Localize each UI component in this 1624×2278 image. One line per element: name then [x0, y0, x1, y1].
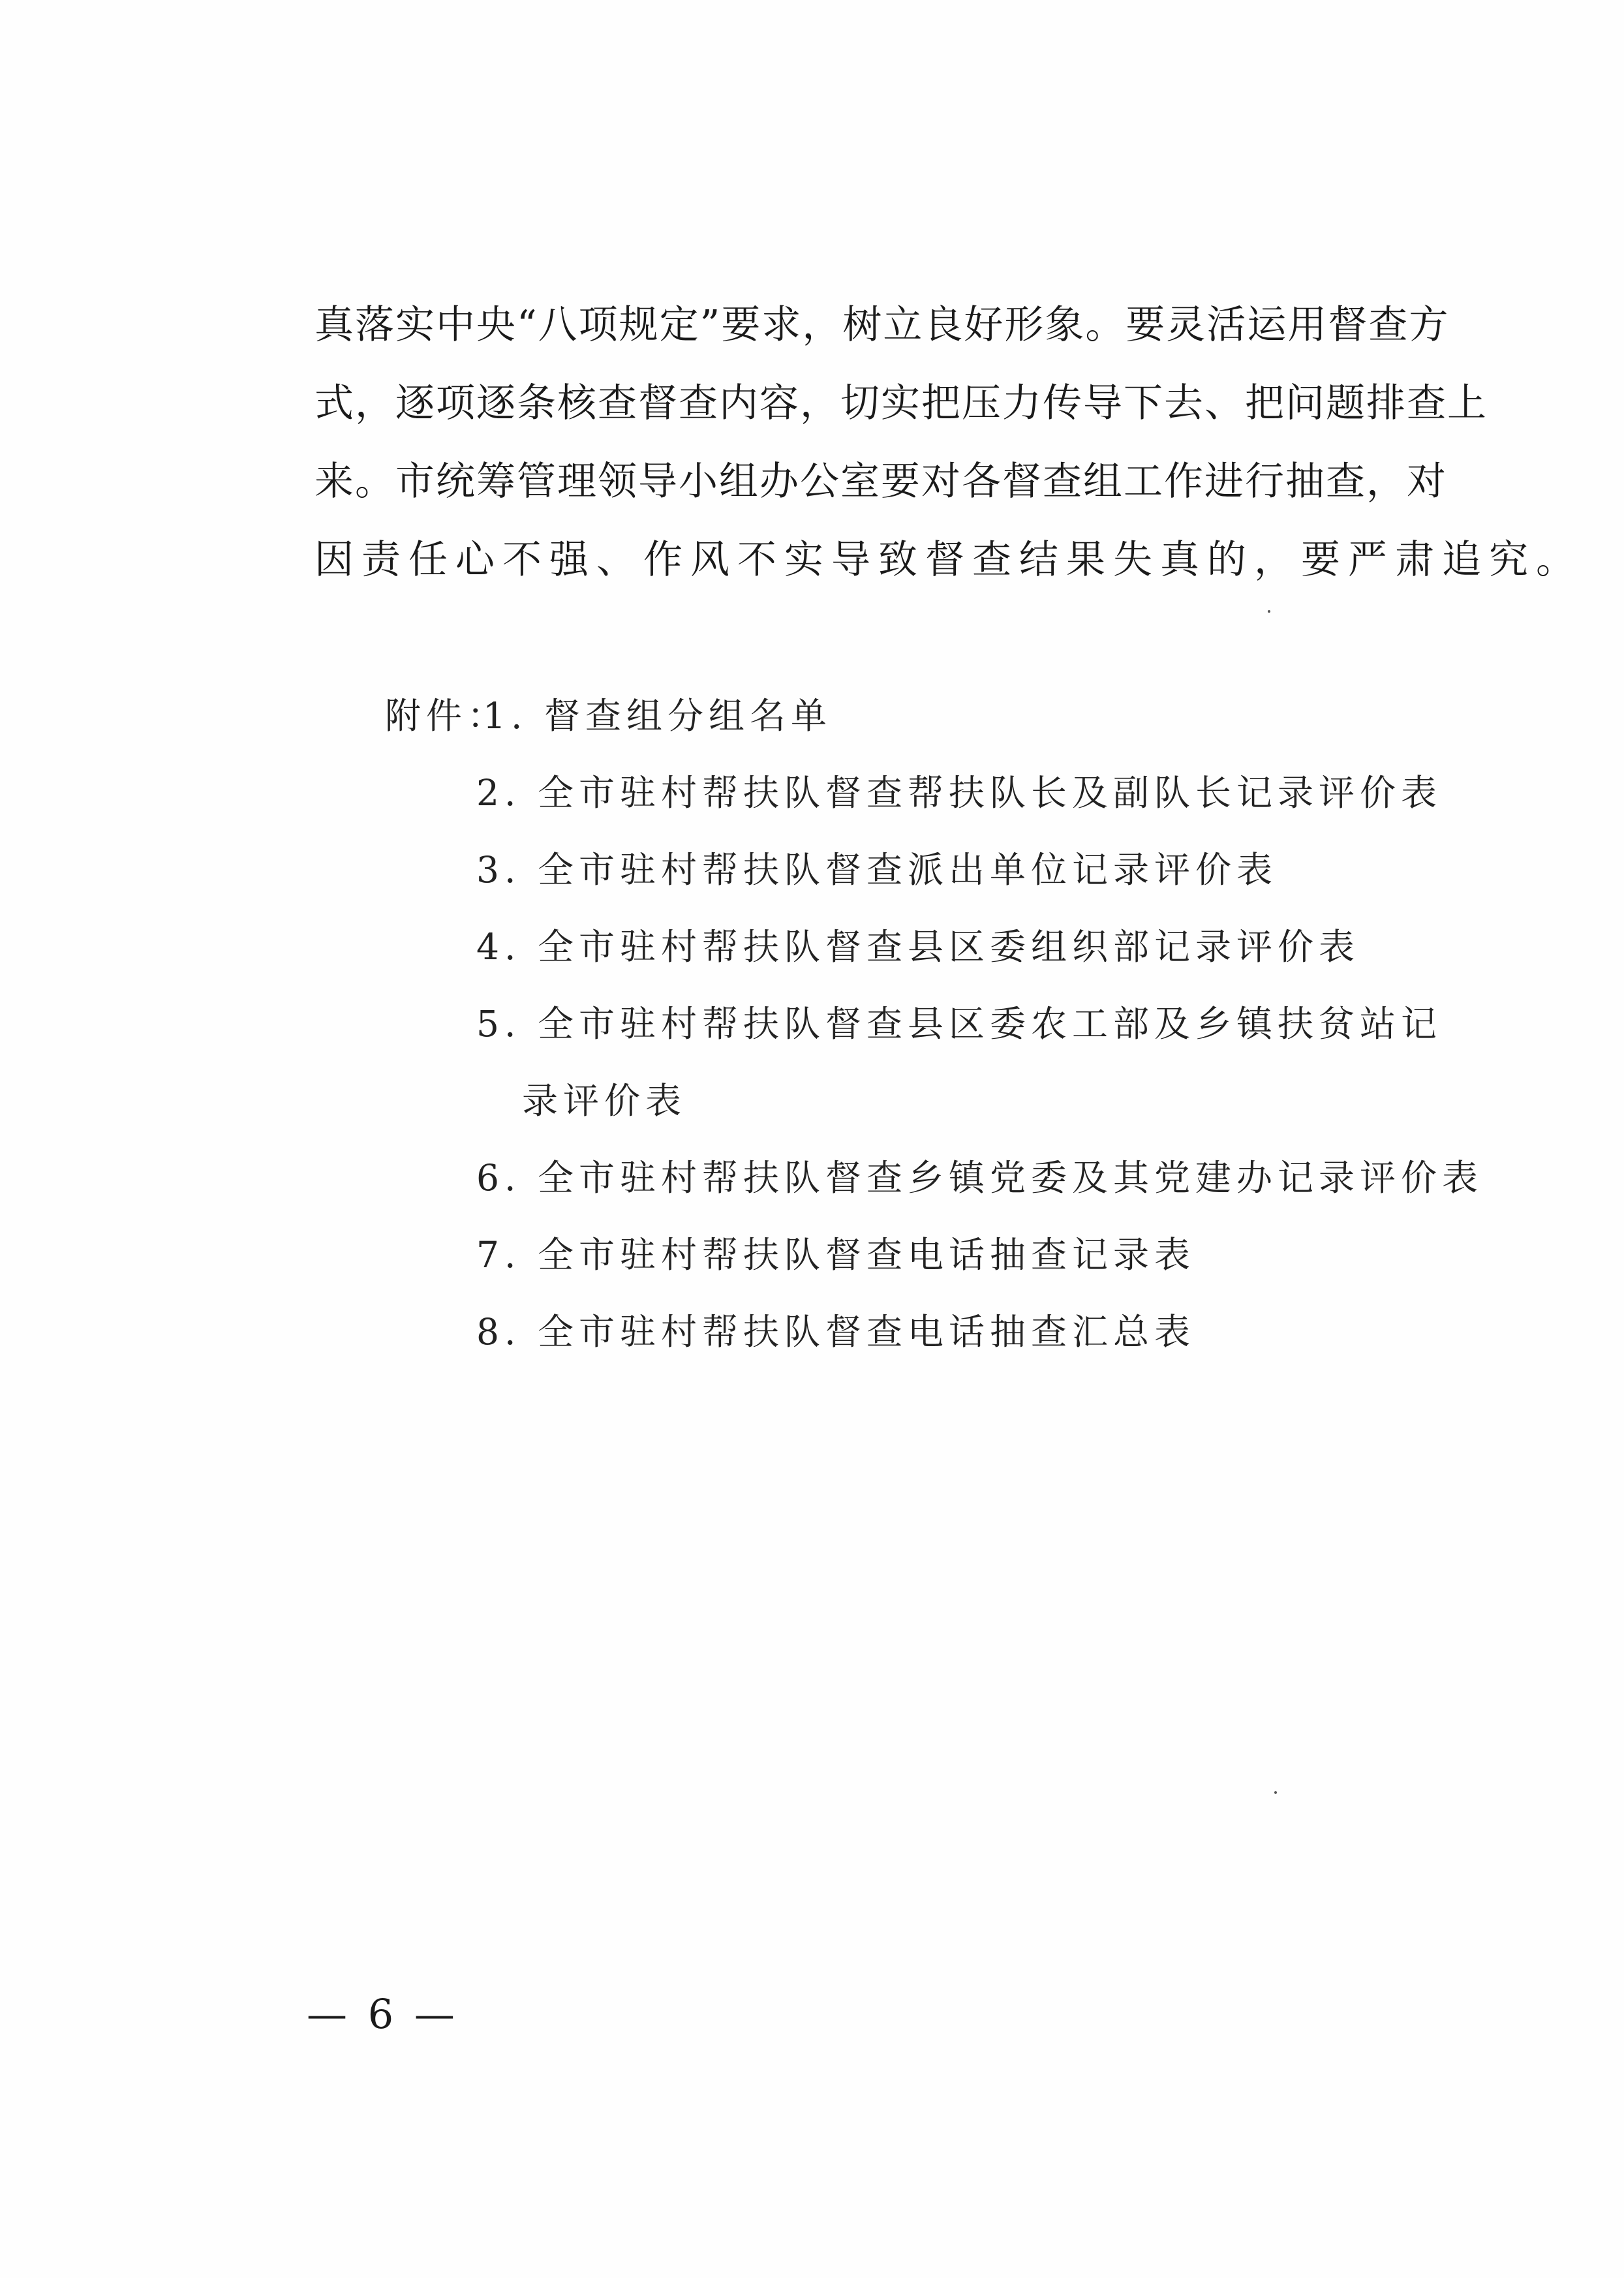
attachment-row [385, 1216, 1442, 1293]
attachment-item: 3. 全市驻村帮扶队督查派出单位记录评价表 [476, 849, 1278, 891]
attachment-row [385, 1139, 1483, 1216]
body-line: 因责任心不强、作风不实导致督查结果失真的，要严肃追究。 [314, 537, 1583, 583]
scan-speck [1274, 1791, 1277, 1794]
body-paragraph [314, 286, 1583, 599]
attachment-row [385, 985, 1442, 1062]
attachment-label: 附件： [385, 695, 509, 737]
attachment-row [385, 754, 1442, 831]
attachment-item: 5. 全市驻村帮扶队督查县区委农工部及乡镇扶贫站记 [476, 1003, 1442, 1045]
attachment-row [385, 908, 1442, 985]
attachment-item: 4. 全市驻村帮扶队督查县区委组织部记录评价表 [476, 926, 1360, 968]
attachment-item: 2. 全市驻村帮扶队督查帮扶队长及副队长记录评价表 [476, 772, 1442, 814]
body-line: 真落实中央“八项规定”要求，树立良好形象。要灵活运用督查方 [314, 302, 1450, 348]
attachment-row [385, 677, 1442, 754]
page-number: — 6 — [307, 1990, 459, 2038]
scan-speck [1268, 610, 1270, 613]
body-line: 来。市统筹管理领导小组办公室要对各督查组工作进行抽查，对 [314, 459, 1447, 504]
attachment-item-continuation: 录评价表 [522, 1080, 687, 1122]
attachment-list [385, 677, 1483, 1370]
body-line: 式，逐项逐条核查督查内容，切实把压力传导下去、把问题排查上 [314, 380, 1488, 426]
attachment-item: 7. 全市驻村帮扶队督查电话抽查记录表 [476, 1234, 1195, 1276]
attachment-row [385, 1293, 1442, 1370]
attachment-item: 8. 全市驻村帮扶队督查电话抽查汇总表 [476, 1311, 1195, 1353]
attachment-item: 6. 全市驻村帮扶队督查乡镇党委及其党建办记录评价表 [476, 1157, 1483, 1199]
attachment-row [385, 831, 1442, 908]
attachment-item: 1. 督查组分组名单 [483, 695, 832, 737]
attachment-row-continuation [385, 1062, 1442, 1139]
